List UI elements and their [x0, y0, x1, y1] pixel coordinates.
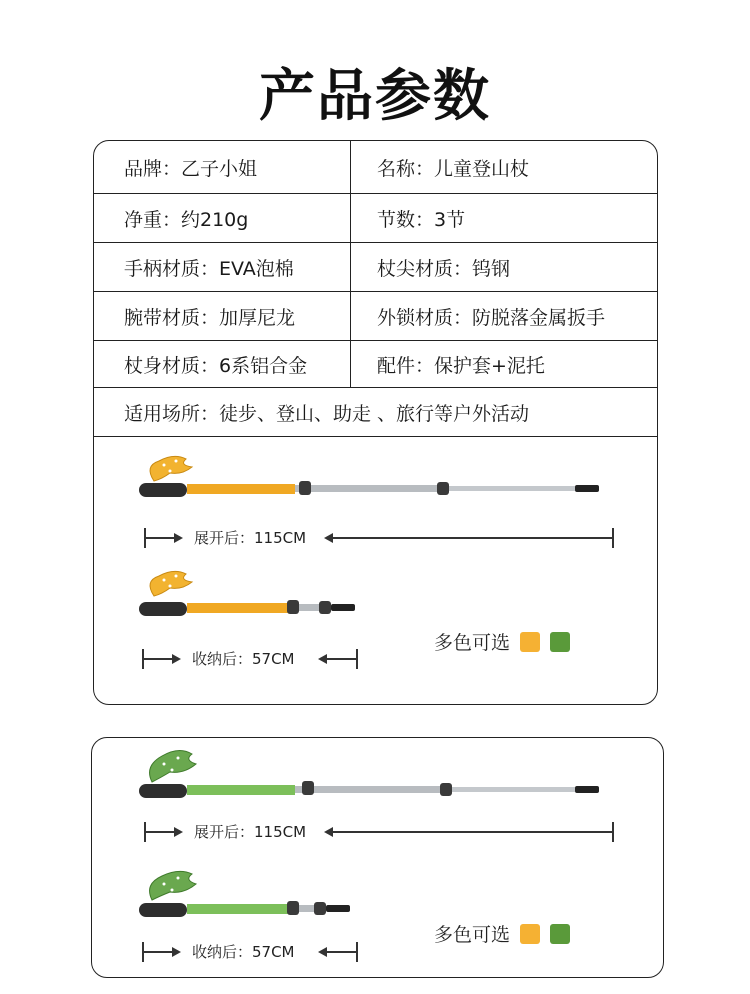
collapsed-length-label: 收纳后：57CM — [192, 650, 295, 668]
spec-accessories: 配件：保护套+泥托 — [377, 354, 545, 377]
spec-row — [94, 141, 657, 194]
green-pole-collapsed-image — [134, 868, 374, 928]
spec-row — [94, 341, 657, 388]
green-product-card — [91, 737, 664, 978]
green-pole-expanded-image — [134, 748, 614, 808]
expanded-length-label: 展开后：115CM — [194, 823, 307, 841]
spec-row — [94, 243, 657, 292]
orange-pole-expanded-image — [134, 451, 614, 511]
spec-name: 名称：儿童登山杖 — [377, 157, 530, 180]
collapsed-dimension — [142, 940, 358, 964]
color-options — [434, 920, 570, 947]
swatch-orange — [520, 924, 540, 944]
spec-weight: 净重：约210g — [94, 194, 351, 242]
spec-handle-material: 手柄材质：EVA泡棉 — [94, 243, 351, 291]
page-title: 产品参数 — [259, 64, 491, 129]
spec-strap-material: 腕带材质：加厚尼龙 — [94, 292, 351, 340]
swatch-green — [550, 632, 570, 652]
spec-shaft-material: 杖身材质：6系铝合金 — [94, 341, 351, 387]
spec-row — [94, 194, 657, 243]
expanded-dimension — [144, 820, 614, 844]
collapsed-dimension — [142, 647, 358, 671]
spec-row — [94, 292, 657, 341]
spec-row — [94, 388, 657, 437]
spec-lock-material: 外锁材质：防脱落金属扳手 — [377, 306, 606, 329]
color-options — [434, 628, 570, 655]
spec-card — [93, 140, 658, 705]
color-options-label: 多色可选 — [434, 924, 511, 946]
spec-usage: 适用场所：徒步、登山、助走 、旅行等户外活动 — [124, 402, 530, 425]
spec-sections: 节数：3节 — [377, 208, 466, 231]
spec-brand: 品牌：乙子小姐 — [94, 141, 351, 193]
swatch-green — [550, 924, 570, 944]
collapsed-length-label: 收纳后：57CM — [192, 943, 295, 961]
expanded-dimension — [144, 526, 614, 550]
color-options-label: 多色可选 — [434, 632, 511, 654]
swatch-orange — [520, 632, 540, 652]
spec-tip-material: 杖尖材质：钨钢 — [377, 257, 511, 280]
expanded-length-label: 展开后：115CM — [194, 529, 307, 547]
orange-pole-collapsed-image — [134, 566, 374, 626]
